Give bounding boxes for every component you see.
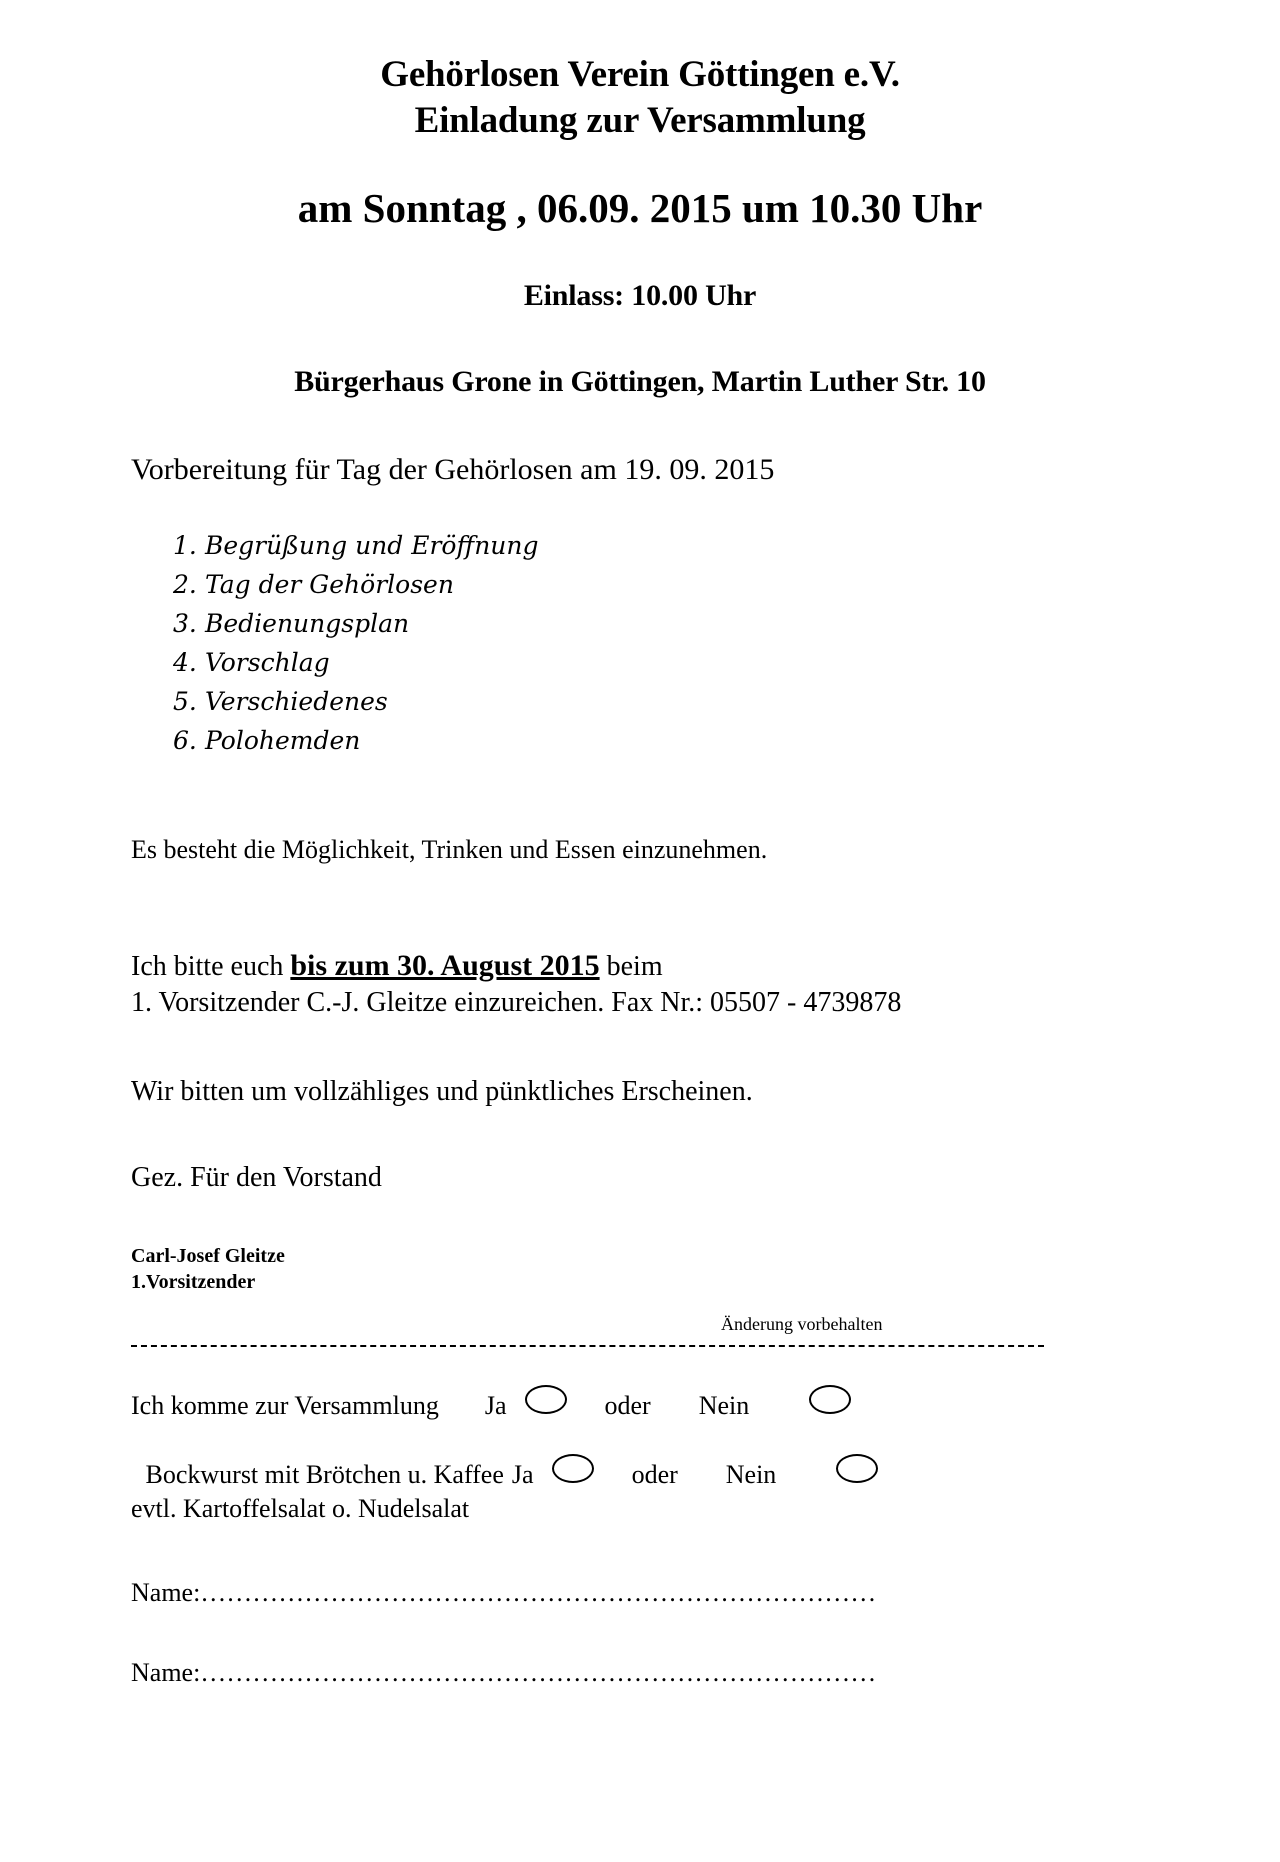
name-field-1[interactable]: Name:…………………………………………………………………… bbox=[131, 1578, 877, 1607]
catering-no-checkbox[interactable] bbox=[836, 1454, 878, 1483]
request-line bbox=[131, 948, 1220, 985]
name-field-2[interactable]: Name:…………………………………………………………………… bbox=[131, 1658, 877, 1687]
agenda-item-number: 3. bbox=[173, 609, 197, 638]
preparation-line: Vorbereitung für Tag der Gehörlosen am 19. 09. 2015 bbox=[131, 453, 775, 486]
agenda-item-label: Verschiedenes bbox=[205, 687, 388, 716]
disclaimer-note: Änderung vorbehalten bbox=[721, 1314, 883, 1334]
catering-question-label: Bockwurst mit Brötchen u. Kaffee bbox=[139, 1460, 504, 1489]
list-item bbox=[173, 721, 1220, 760]
agenda-item-label: Begrüßung und Eröffnung bbox=[205, 531, 539, 560]
document-body bbox=[0, 452, 1280, 1689]
invitation-subtitle: Einladung zur Versammlung bbox=[414, 100, 866, 141]
submit-line: 1. Vorsitzender C.-J. Gleitze einzureichen. Fax Nr.: 05507 - 4739878 bbox=[131, 987, 902, 1018]
request-suffix: beim bbox=[599, 951, 663, 982]
agenda-item-number: 4. bbox=[173, 648, 197, 677]
attendance-response-row bbox=[131, 1385, 1220, 1422]
catering-options-subline: evtl. Kartoffelsalat o. Nudelsalat bbox=[131, 1494, 470, 1523]
agenda-item-number: 1. bbox=[173, 531, 197, 560]
organization-title: Gehörlosen Verein Göttingen e.V. bbox=[380, 54, 900, 95]
signature-block bbox=[131, 1243, 1220, 1295]
tear-off-divider bbox=[131, 1345, 1044, 1347]
attendance-question-label: Ich komme zur Versammlung bbox=[131, 1391, 439, 1420]
list-item bbox=[173, 643, 1220, 682]
venue-heading: Bürgerhaus Grone in Göttingen, Martin Luther Str. 10 bbox=[294, 365, 986, 398]
catering-no-label: Nein bbox=[725, 1460, 777, 1489]
list-item bbox=[173, 565, 1220, 604]
catering-yes-checkbox[interactable] bbox=[552, 1454, 594, 1483]
list-item bbox=[173, 604, 1220, 643]
signatory-role: 1.Vorsitzender bbox=[131, 1271, 256, 1293]
event-date-heading: am Sonntag , 06.09. 2015 um 10.30 Uhr bbox=[297, 185, 983, 231]
refreshments-note: Es besteht die Möglichkeit, Trinken und Essen einzunehmen. bbox=[131, 835, 768, 864]
attendance-no-checkbox[interactable] bbox=[809, 1385, 851, 1414]
request-deadline: bis zum 30. August 2015 bbox=[290, 949, 600, 982]
admission-time-heading: Einlass: 10.00 Uhr bbox=[523, 279, 757, 312]
catering-yes-label: Ja bbox=[511, 1460, 534, 1489]
agenda-item-label: Tag der Gehörlosen bbox=[205, 570, 454, 599]
signatory-name: Carl-Josef Gleitze bbox=[131, 1245, 285, 1267]
attendance-yes-label: Ja bbox=[484, 1391, 507, 1420]
attendance-no-label: Nein bbox=[698, 1391, 750, 1420]
catering-response-row bbox=[131, 1454, 1220, 1491]
document-header bbox=[0, 52, 1280, 400]
document-page bbox=[0, 52, 1280, 1862]
catering-or-label: oder bbox=[631, 1460, 678, 1489]
list-item bbox=[173, 526, 1220, 565]
agenda-item-number: 5. bbox=[173, 687, 197, 716]
agenda-item-number: 6. bbox=[173, 726, 197, 755]
signed-off-line: Gez. Für den Vorstand bbox=[131, 1162, 382, 1193]
agenda-item-label: Vorschlag bbox=[205, 648, 330, 677]
attendance-yes-checkbox[interactable] bbox=[525, 1385, 567, 1414]
agenda-item-label: Polohemden bbox=[205, 726, 361, 755]
agenda-item-number: 2. bbox=[173, 570, 197, 599]
list-item bbox=[173, 682, 1220, 721]
attendance-or-label: oder bbox=[604, 1391, 651, 1420]
attendance-request: Wir bitten um vollzähliges und pünktliches Erscheinen. bbox=[131, 1076, 753, 1107]
request-prefix: Ich bitte euch bbox=[131, 951, 291, 982]
agenda-list bbox=[173, 526, 1220, 760]
agenda-item-label: Bedienungsplan bbox=[205, 609, 410, 638]
